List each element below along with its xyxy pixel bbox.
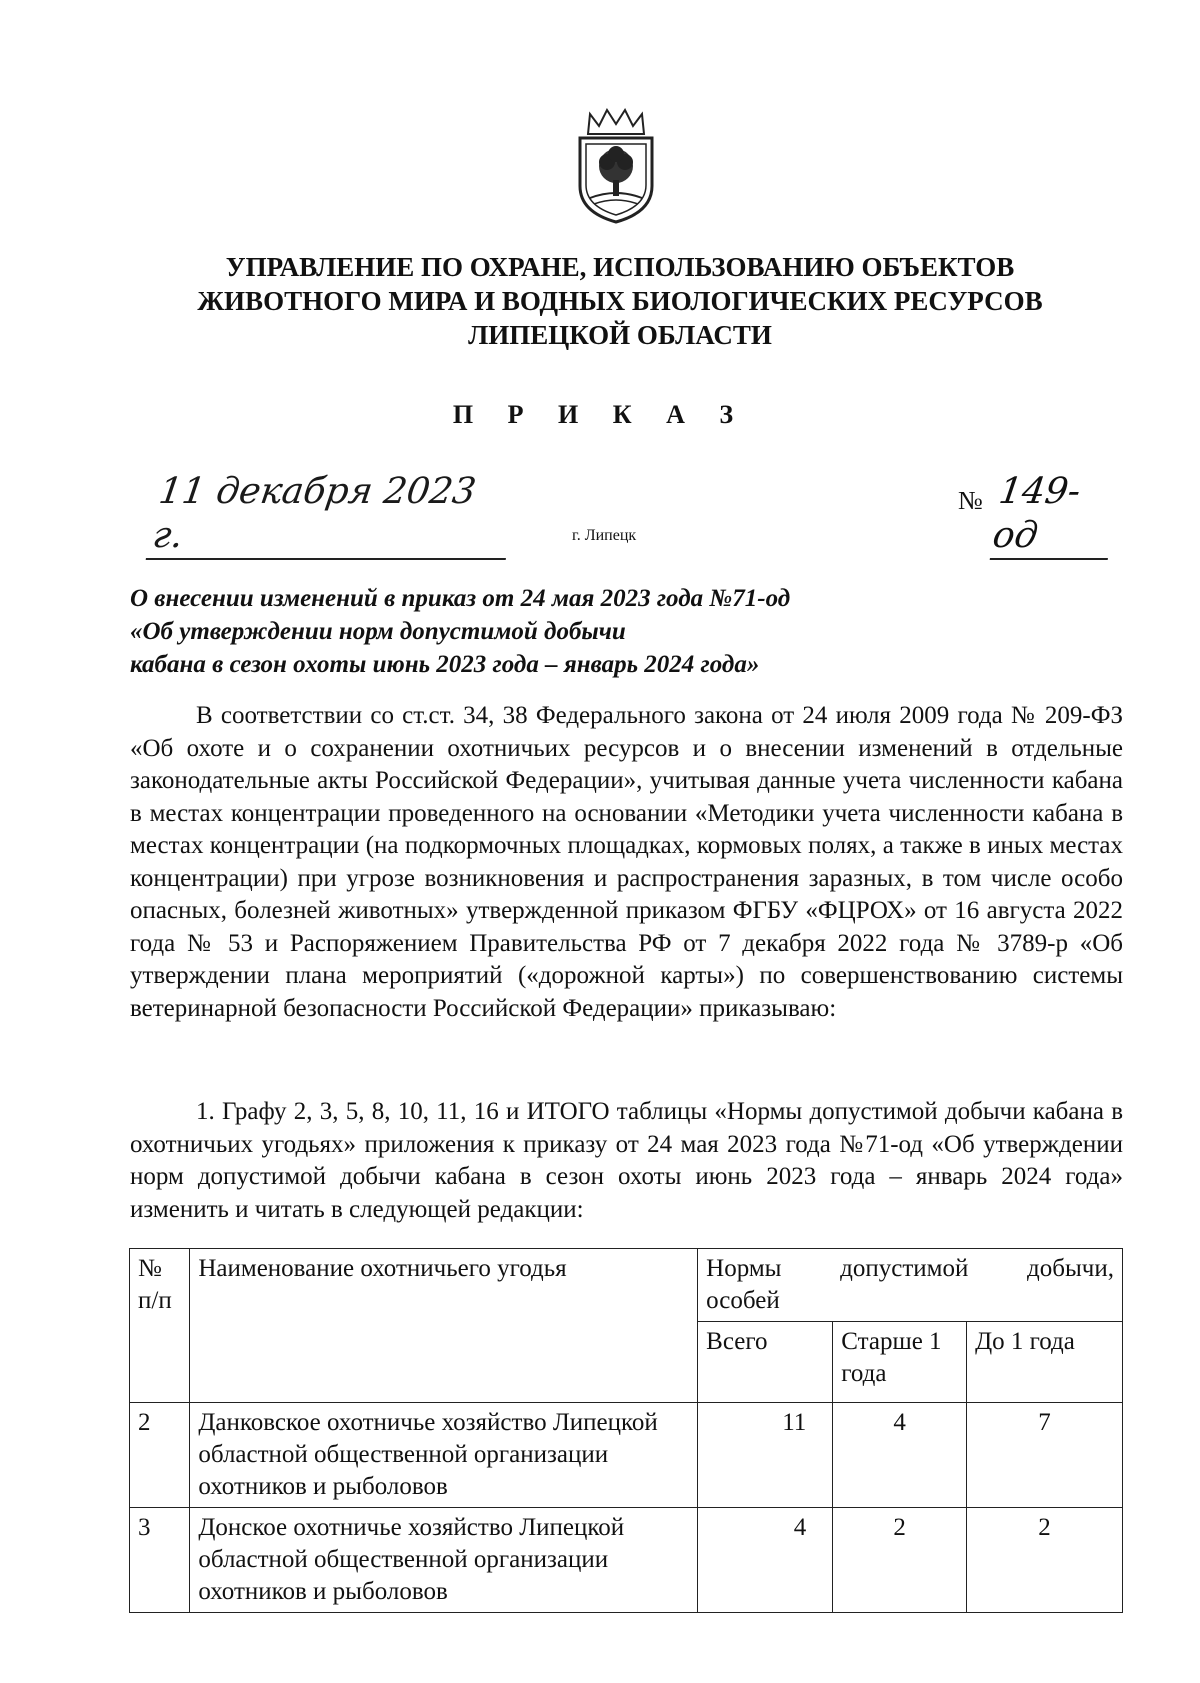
- header-older: Старше 1 года: [833, 1322, 967, 1403]
- row-younger: 2: [967, 1508, 1123, 1613]
- row-number: 2: [130, 1403, 190, 1508]
- hunting-norms-table: [129, 1248, 1123, 1613]
- number-label: №: [958, 486, 983, 515]
- preamble-paragraph: В соответствии со ст.ст. 34, 38 Федерального закона от 24 июля 2009 года № 209-ФЗ «Об охоте и о сохранении охотничьих ресурсов и о внесении изменений в отдельные законодательные акты Российской Федерации», учитывая данные учета численности кабана в местах концентрации проведенного на основании «Методики учета численности кабана в местах концентрации (на подкормочных площадках, кормовых полях, а также в иных местах концентрации) при угрозе возникновения и распространения заразных, в том числе особо опасных, болезней животных» утвержденной приказом ФГБУ «ФЦРОХ» от 16 августа 2022 года № 53 и Распоряжением Правительства РФ от 7 декабря 2022 года № 3789-р «Об утверждении плана мероприятий («дорожной карты») по совершенствованию системы ветеринарной безопасности Российской Федерации» приказываю:: [130, 702, 1123, 1022]
- handwritten-number: 149-од: [990, 470, 1121, 560]
- row-total: 11: [698, 1403, 833, 1508]
- coat-of-arms-emblem: [566, 108, 666, 226]
- header-norms-line-1: Нормы допустимой добычи,: [706, 1255, 1114, 1282]
- header-norms-line-2: особей: [706, 1287, 780, 1314]
- city-label: г. Липецк: [572, 527, 637, 544]
- document-title: П Р И К А З: [452, 400, 748, 429]
- organization-line-1: УПРАВЛЕНИЕ ПО ОХРАНЕ, ИСПОЛЬЗОВАНИЮ ОБЪЕКТОВ: [225, 252, 1015, 282]
- row-total: 4: [698, 1508, 833, 1613]
- row-older: 4: [833, 1403, 967, 1508]
- item-1-paragraph: 1. Графу 2, 3, 5, 8, 10, 11, 16 и ИТОГО таблицы «Нормы допустимой добычи кабана в охотничьих угодьях» приложения к приказу от 24 мая 2023 года №71-од «Об утверждении норм допустимой добычи кабана в сезон охоты июнь 2023 года – январь 2024 года» изменить и читать в следующей редакции:: [130, 1098, 1123, 1223]
- table-header-row: [130, 1249, 1123, 1322]
- order-subject: [130, 582, 1030, 681]
- table-row: [130, 1403, 1123, 1508]
- subject-line-2: «Об утверждении норм допустимой добычи: [130, 618, 626, 645]
- header-younger: До 1 года: [967, 1322, 1123, 1403]
- row-hunting-ground: Данковское охотничье хозяйство Липецкой областной общественной организации охотников и рыболовов: [190, 1403, 698, 1508]
- header-total: Всего: [698, 1322, 833, 1403]
- header-norms: [698, 1249, 1123, 1322]
- header-number: № п/п: [130, 1249, 190, 1403]
- organization-line-2: ЖИВОТНОГО МИРА И ВОДНЫХ БИОЛОГИЧЕСКИХ РЕСУРСОВ: [197, 286, 1043, 316]
- row-hunting-ground: Донское охотничье хозяйство Липецкой областной общественной организации охотников и рыболовов: [190, 1508, 698, 1613]
- handwritten-date: 11 декабря 2023 г.: [146, 470, 519, 560]
- row-younger: 7: [967, 1403, 1123, 1508]
- subject-line-1: О внесении изменений в приказ от 24 мая 2023 года №71-од: [130, 585, 791, 612]
- subject-line-3: кабана в сезон охоты июнь 2023 года – январь 2024 года»: [130, 651, 760, 678]
- row-number: 3: [130, 1508, 190, 1613]
- row-older: 2: [833, 1508, 967, 1613]
- organization-line-3: ЛИПЕЦКОЙ ОБЛАСТИ: [468, 320, 772, 350]
- organization-name: [130, 250, 1110, 352]
- table-row: [130, 1508, 1123, 1613]
- header-hunting-ground: Наименование охотничьего угодья: [190, 1249, 698, 1403]
